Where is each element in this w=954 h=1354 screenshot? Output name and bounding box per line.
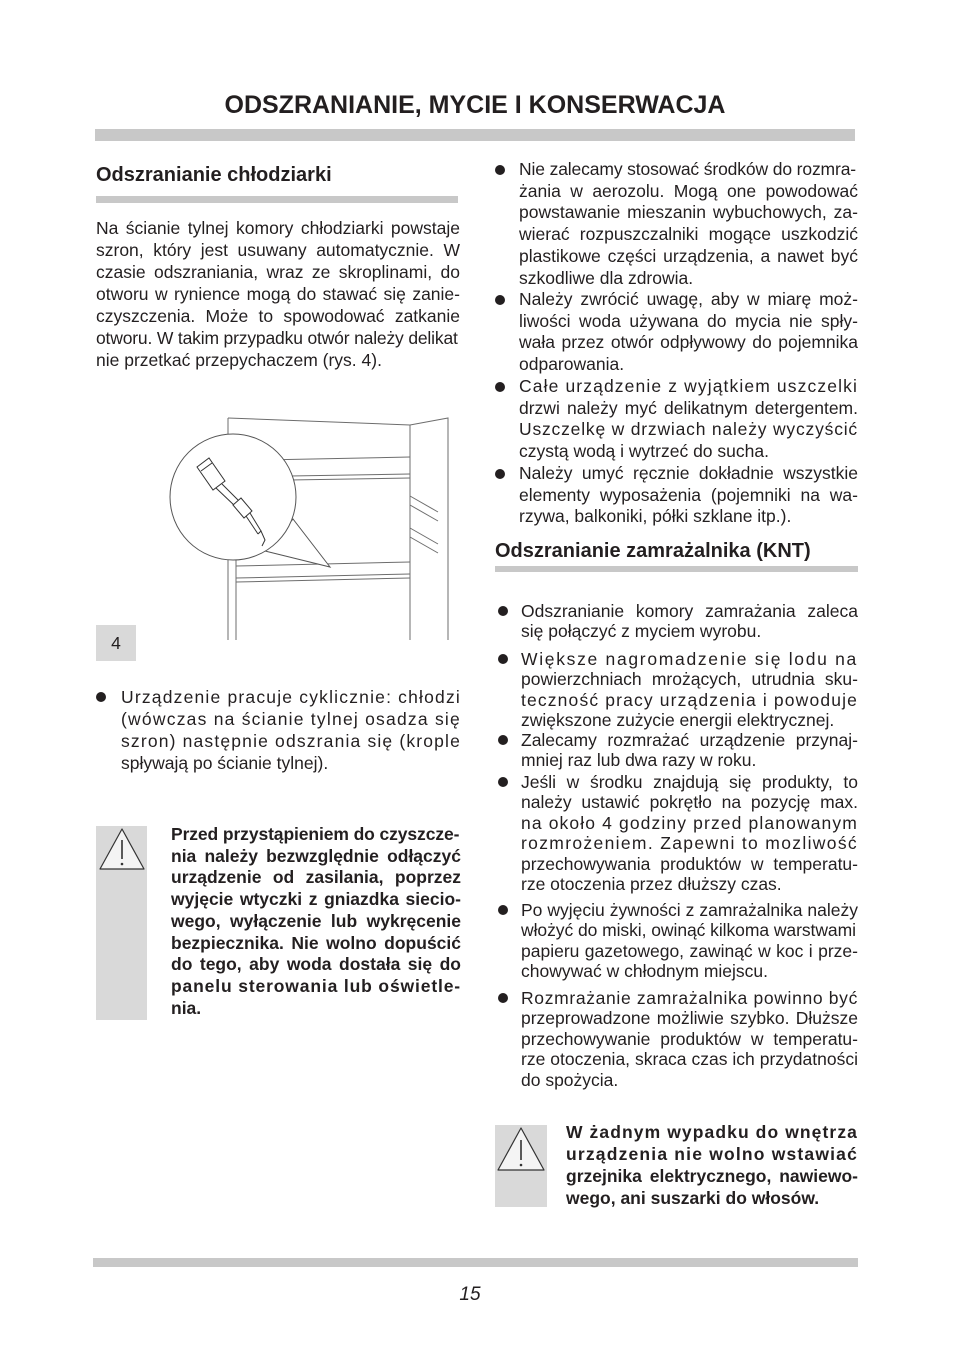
- list-item: [498, 601, 858, 642]
- bullet-dot-icon: [495, 295, 505, 305]
- text-line: przechowywania produktów w temperatu-: [521, 853, 858, 874]
- text-line: szron, który jest usuwany automatycznie. W: [96, 240, 460, 260]
- page-number: 15: [459, 1284, 481, 1305]
- list-item: [96, 686, 461, 774]
- text-line: rzywa, balkoniki, półki szklane itp.).: [519, 506, 792, 527]
- list-item-text: [519, 159, 858, 289]
- text-line: wego, wyłączenie lub wykręcenie: [171, 910, 461, 931]
- text-line: powierzchniach mrożących, utrudnia sku-: [521, 669, 858, 690]
- list-item-text: [521, 988, 858, 1090]
- figure-illustration: [160, 410, 460, 645]
- text-line: szron) następnie odszrania się (krople: [121, 731, 461, 751]
- text-line: się połączyć z myciem wyrobu.: [521, 621, 762, 642]
- warning-panel: [495, 1125, 547, 1207]
- bullet-dot-icon: [495, 165, 505, 175]
- list-item-text: [519, 376, 858, 463]
- text-line: otworu. W takim przypadku otwór należy delikat: [96, 328, 458, 348]
- text-line: Należy zwrócić uwagę, aby w miarę moż-: [519, 289, 858, 309]
- text-line: odparowania.: [519, 354, 625, 375]
- text-line: Rozmrażanie zamrażalnika powinno być: [521, 988, 858, 1008]
- text-line: W żadnym wypadku do wnętrza: [566, 1122, 858, 1142]
- text-line: żania w aerozolu. Mogą one powodować: [519, 180, 858, 201]
- text-line: wała przez otwór odpływowy do pojemnika: [519, 332, 858, 353]
- list-item: [498, 988, 858, 1090]
- fridge-heading-rule: [96, 196, 458, 203]
- text-line: Uszczelkę w drzwiach należy wyczyścić: [519, 419, 858, 440]
- text-line: drzwi należy myć delikatnym detergentem.: [519, 397, 858, 418]
- text-line: na około 4 godziny przed planowanym: [521, 812, 858, 833]
- freezer-defrost-heading: Odszranianie zamrażalnika (KNT): [495, 540, 811, 562]
- text-line: zwiększone zużycie energii elektrycznej.: [521, 710, 835, 731]
- text-line: Większe nagromadzenie się lodu na: [521, 649, 858, 669]
- text-line: nie przetkać przepychaczem (rys. 4).: [96, 350, 382, 370]
- list-item: [495, 376, 858, 463]
- list-item: [498, 900, 858, 982]
- text-line: do tego, aby woda dostała się do: [171, 954, 461, 975]
- text-line: wyjęcie wtyczki z gniazdka siecio-: [171, 889, 461, 910]
- text-line: Po wyjęciu żywności z zamrażalnika należy: [521, 900, 858, 920]
- bullet-dot-icon: [96, 692, 106, 702]
- list-item: [498, 649, 858, 731]
- warning-triangle-icon: [96, 826, 147, 876]
- text-line: elementy wyposażenia (pojemniki na wa-: [519, 484, 858, 505]
- text-line: rze otoczenia przez dłuższy czas.: [521, 874, 782, 895]
- text-line: rozmrożeniem. Zapewni to mozliwość: [521, 833, 858, 854]
- text-line: Całe urządzenie z wyjątkiem uszczelki: [519, 376, 858, 396]
- text-line: Przed przystąpieniem do czyszcze-: [171, 824, 460, 844]
- text-line: powstawanie mieszanin wybuchowych, za-: [519, 202, 858, 223]
- text-line: Odszranianie komory zamrażania zaleca: [521, 601, 858, 621]
- text-line: rze otoczenia, skraca czas ich przydatności: [521, 1049, 858, 1070]
- text-line: przechowywanie produktów w temperatu-: [521, 1028, 858, 1049]
- warning-triangle-icon: [495, 1125, 547, 1175]
- bullet-dot-icon: [498, 993, 508, 1003]
- list-item: [495, 159, 858, 289]
- list-item-text: [519, 289, 858, 376]
- text-line: do spożycia.: [521, 1069, 619, 1090]
- text-line: bezpiecznika. Nie wolno dopuścić: [171, 932, 461, 953]
- text-line: wego, ani suszarki do włosów.: [566, 1188, 820, 1208]
- bullet-dot-icon: [498, 606, 508, 616]
- title-rule: [95, 129, 855, 141]
- text-line: papieru gazetowego, zawinąć w koc i prze-: [521, 940, 858, 961]
- text-line: należy ustawić pokrętło na pozycję max.: [521, 792, 858, 813]
- list-item: [498, 730, 858, 771]
- text-line: szkodliwe dla zdrowia.: [519, 267, 694, 288]
- text-line: Zalecamy rozmrażać urządzenie przynaj-: [521, 730, 858, 750]
- text-line: Należy umyć ręcznie dokładnie wszystkie: [519, 463, 858, 483]
- list-item-text: [521, 900, 858, 982]
- figure-label: 4: [96, 625, 136, 661]
- text-line: włożyć do miski, owinąć kilkoma warstwami: [521, 920, 856, 941]
- text-line: grzejnika elektrycznego, nawiewo-: [566, 1166, 858, 1186]
- list-item: [498, 772, 858, 894]
- text-line: spływają po ścianie tylnej).: [121, 753, 329, 773]
- text-line: czyszczenia. Może to spowodować zatkanie: [96, 306, 460, 326]
- text-line: czystą wodą i wytrzeć do sucha.: [519, 441, 769, 462]
- list-item-text: [521, 649, 858, 731]
- list-item: [495, 289, 858, 376]
- list-item-text: [121, 686, 461, 774]
- list-item-text: [521, 772, 858, 894]
- text-line: przeprowadzone możliwie szybko. Dłuższe: [521, 1008, 858, 1029]
- freezer-heading-rule: [495, 566, 858, 572]
- text-line: otworu w rynience mogą do stawać się zanie-: [96, 284, 460, 304]
- text-line: Jeśli w środku znajdują się produkty, to: [521, 772, 858, 792]
- bullet-dot-icon: [498, 905, 508, 915]
- fridge-defrost-heading: Odszranianie chłodziarki: [96, 164, 332, 186]
- fridge-intro-paragraph: [96, 217, 460, 371]
- text-line: urządzenie od zasilania, poprzez: [171, 867, 461, 888]
- text-line: urządzenia nie wolno wstawiać: [566, 1144, 858, 1164]
- text-line: wierać rozpuszczalniki mogące uszkodzić: [519, 224, 858, 245]
- text-line: teczność pracy urządzenia i powoduje: [521, 689, 858, 710]
- list-item-text: [521, 730, 858, 771]
- heater-warning-text: [566, 1121, 858, 1209]
- text-line: Nie zalecamy stosować środków do rozmra-: [519, 159, 856, 179]
- list-item-text: [519, 463, 858, 528]
- list-item-text: [521, 601, 858, 642]
- magnifier-circle: [170, 434, 330, 567]
- text-line: panelu sterowania lub oświetle-: [171, 975, 461, 996]
- list-item: [495, 463, 858, 528]
- text-line: mniej raz lub dwa razy w roku.: [521, 750, 757, 771]
- bullet-dot-icon: [498, 777, 508, 787]
- bullet-dot-icon: [495, 382, 505, 392]
- text-line: nia.: [171, 997, 202, 1018]
- footer-rule: [93, 1258, 858, 1267]
- bullet-dot-icon: [495, 469, 505, 479]
- bullet-dot-icon: [498, 654, 508, 664]
- warning-panel: [96, 826, 147, 1020]
- page-title: ODSZRANIANIE, MYCIE I KONSERWACJA: [224, 91, 726, 119]
- text-line: czasie odszraniania, wraz ze skroplinami, do: [96, 262, 460, 282]
- text-line: plastikowe części urządzenia, a nawet być: [519, 245, 858, 266]
- text-line: Urządzenie pracuje cyklicznie: chłodzi: [121, 687, 461, 707]
- text-line: Na ścianie tylnej komory chłodziarki powstaje: [96, 218, 460, 238]
- text-line: liwości woda używana do mycia nie spły-: [519, 310, 858, 331]
- text-line: (wówczas na ścianie tylnej osadza się: [121, 709, 461, 729]
- text-line: nia należy bezwzględnie odłączyć: [171, 845, 461, 866]
- cleaning-warning-text: [171, 824, 461, 1019]
- bullet-dot-icon: [498, 735, 508, 745]
- text-line: chowywać w chłodnym miejscu.: [521, 961, 769, 982]
